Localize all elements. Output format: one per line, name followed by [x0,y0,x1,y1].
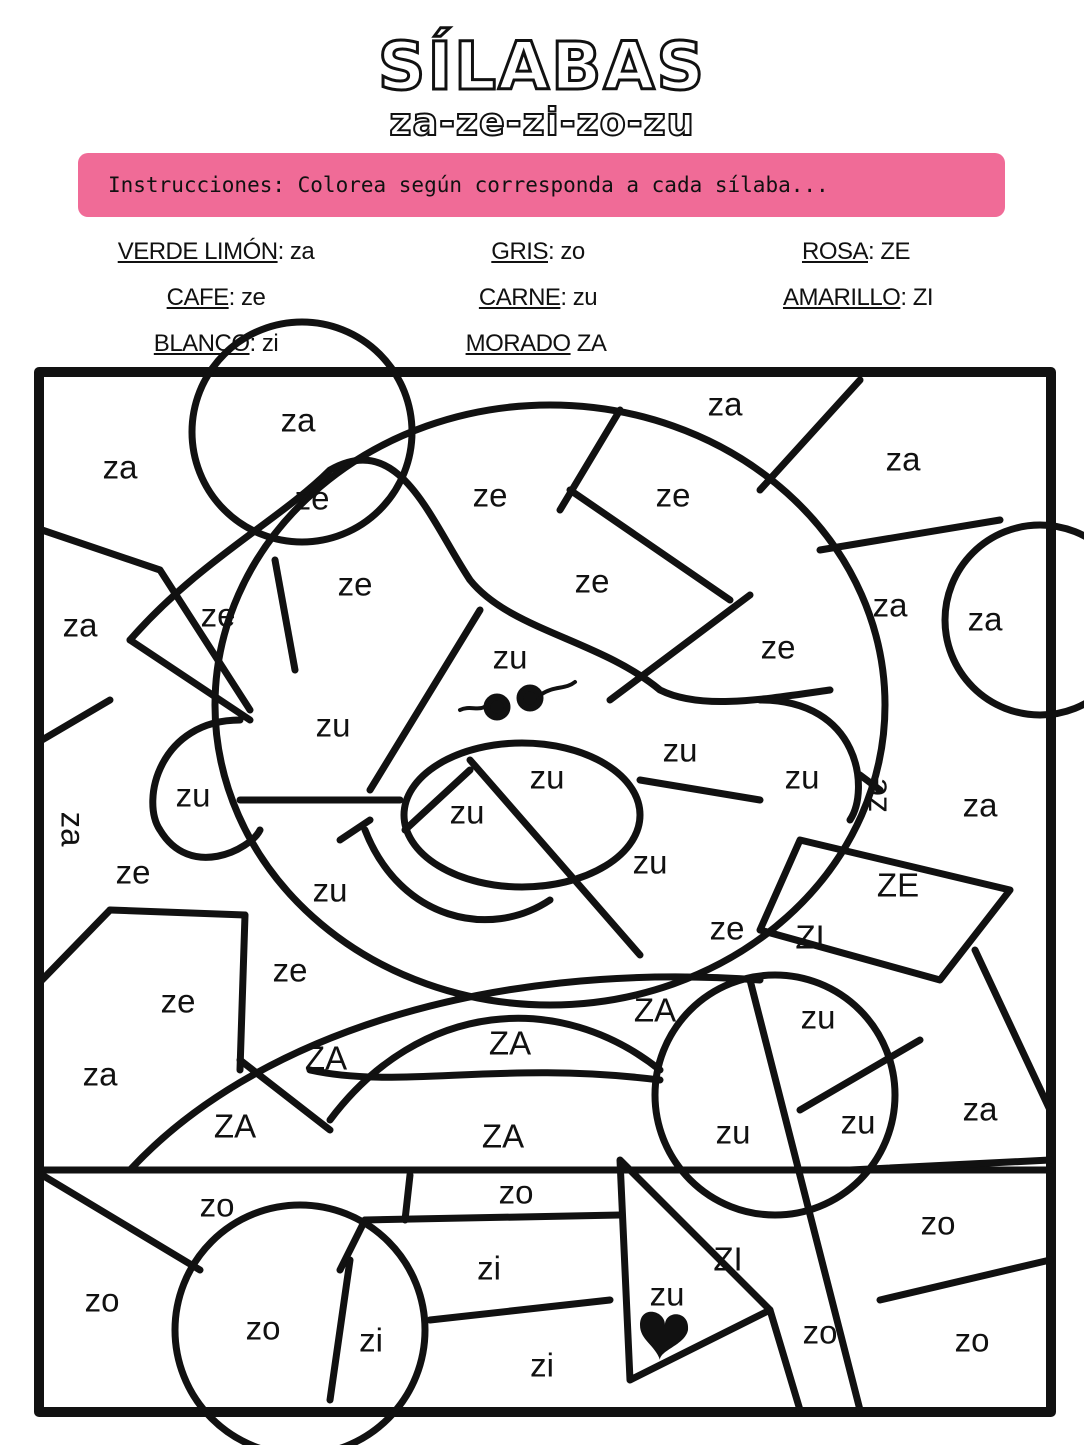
region-label-za: za [872,586,908,624]
region-label-za: za [962,1090,998,1128]
region-label-za: za [707,385,743,423]
region-label-zu: zu [662,731,698,769]
region-label-ze: ze [200,596,236,634]
region-label-zi: ZI [713,1240,743,1278]
region-label-za: za [62,606,98,644]
region-label-zu: zu [800,998,836,1036]
region-label-zo: zo [498,1173,534,1211]
region-label-zu: zu [632,843,668,881]
region-label-zu: zu [649,1275,685,1313]
region-label-zu: zu [312,871,348,909]
region-label-za: ZA [633,991,677,1029]
region-label-zi: zi [359,1321,383,1359]
key-rosa: ROSA: ZE [801,238,911,265]
region-label-ze: ze [856,777,894,813]
region-label-ze: ze [655,476,691,514]
instructions-text: Instrucciones: Colorea según corresponda a cada sílaba... [108,173,829,197]
region-label-zi: ZI [795,918,825,956]
region-label-zo: zo [802,1313,838,1351]
region-label-zu: zu [175,776,211,814]
worksheet-title: SÍLABAS [377,28,707,105]
region-label-zu: zu [492,638,528,676]
region-label-za: ZA [488,1024,532,1062]
region-label-ze: ze [709,909,745,947]
key-verde-limon: VERDE LIMÓN: za [117,238,315,265]
region-label-zo: zo [920,1204,956,1242]
region-label-zu: zu [529,758,565,796]
region-label-za: za [885,440,921,478]
region-label-ze: ze [294,479,330,517]
region-label-ze: ze [337,565,373,603]
region-label-ze: ze [272,951,308,989]
region-label-zu: zu [449,793,485,831]
region-label-ze: ze [160,982,196,1020]
region-label-zo: zo [199,1186,235,1224]
region-label-za: ZA [481,1117,525,1155]
region-label-zu: zu [315,706,351,744]
region-label-zu: zu [715,1113,751,1151]
key-gris: GRIS: zo [491,238,585,265]
region-label-za: za [280,401,316,439]
key-cafe: CAFE: ze [166,284,266,311]
region-label-za: za [102,448,138,486]
region-label-zi: zi [477,1249,501,1287]
region-label-zu: zu [784,758,820,796]
region-label-za: za [962,786,998,824]
region-label-zo: zo [954,1321,990,1359]
region-label-ze: ZE [876,866,920,904]
region-label-za: za [82,1055,118,1093]
region-label-za: ZA [213,1107,257,1145]
region-label-zo: zo [84,1281,120,1319]
region-label-ze: ze [115,853,151,891]
region-label-zo: zo [245,1309,281,1347]
region-label-za: za [54,811,92,847]
worksheet-subtitle: za-ze-zi-zo-zu [389,100,695,144]
region-label-za: ZA [304,1039,348,1077]
key-blanco: BLANCO: zi [153,330,279,357]
region-label-zi: zi [530,1346,554,1384]
region-label-ze: ze [472,476,508,514]
key-carne: CARNE: zu [478,284,598,311]
region-label-ze: ze [574,562,610,600]
region-label-za: za [967,600,1003,638]
region-label-ze: ze [760,628,796,666]
key-amarillo: AMARILLO: ZI [782,284,934,311]
region-label-zu: zu [840,1103,876,1141]
key-morado: MORADO ZA [465,330,607,357]
